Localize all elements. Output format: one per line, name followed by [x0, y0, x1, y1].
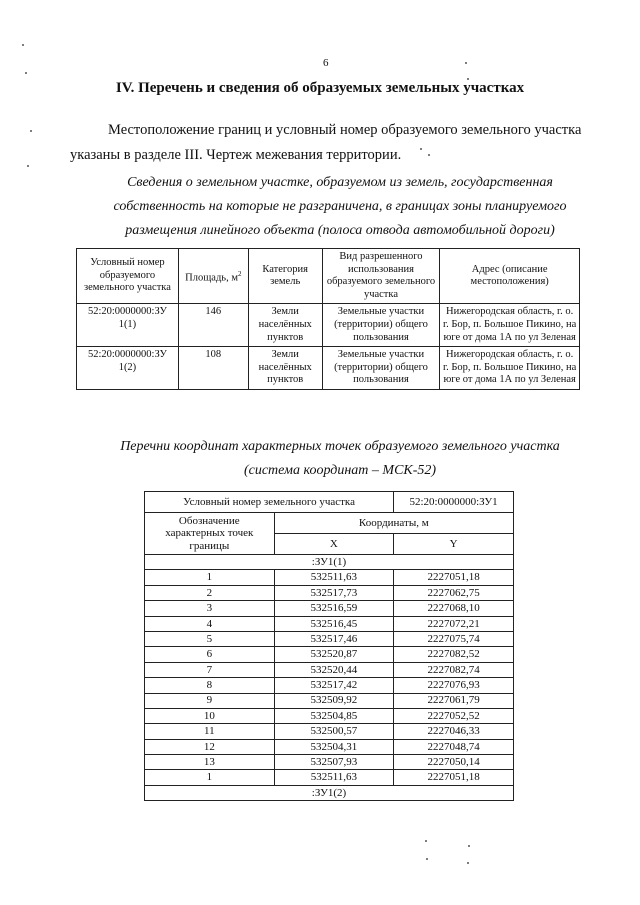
point-number: 1	[145, 570, 275, 585]
point-x: 532520,44	[274, 662, 394, 677]
info-title-line: собственность на которые не разграничена, в границах зоны планируемого	[113, 199, 567, 214]
point-number: 6	[145, 647, 275, 662]
page-number: 6	[323, 57, 329, 69]
point-y: 2227052,52	[394, 708, 514, 723]
parcel-label: Условный номер земельного участка	[145, 492, 394, 513]
plot-use: Земельные участки (территории) общего пользования	[322, 304, 440, 347]
table-row	[77, 304, 580, 347]
plot-id: 52:20:0000000:ЗУ 1(2)	[77, 347, 179, 390]
header-area	[178, 249, 248, 304]
point-number: 2	[145, 585, 275, 600]
point-x: 532516,45	[274, 616, 394, 631]
point-number: 13	[145, 755, 275, 770]
coords-title-line: (система координат – МСК-52)	[243, 463, 437, 478]
point-y: 2227051,18	[394, 770, 514, 785]
plots-table-header	[77, 249, 580, 304]
table-row	[145, 678, 514, 693]
table-row	[145, 739, 514, 754]
point-number: 7	[145, 662, 275, 677]
section-label: :ЗУ1(1)	[145, 555, 514, 570]
point-x: 532504,85	[274, 708, 394, 723]
section-label: :ЗУ1(2)	[145, 785, 514, 800]
plot-category: Земли населённых пунктов	[248, 347, 322, 390]
plot-area: 108	[178, 347, 248, 390]
coords-title-line: Перечни координат характерных точек образуемого земельного участка	[120, 439, 560, 454]
x-header: X	[274, 534, 394, 555]
plot-address: Нижегородская область, г. о. г. Бор, п. Большое Пикино, на юге от дома 1А по ул Зеленая	[440, 304, 580, 347]
point-y: 2227075,74	[394, 631, 514, 646]
info-title	[70, 171, 610, 243]
point-x: 532511,63	[274, 770, 394, 785]
point-number: 1	[145, 770, 275, 785]
table-row	[145, 693, 514, 708]
plot-category: Земли населённых пунктов	[248, 304, 322, 347]
point-x: 532504,31	[274, 739, 394, 754]
table-row	[145, 662, 514, 677]
point-x: 532517,46	[274, 631, 394, 646]
header-area-label: Площадь, м	[185, 272, 238, 284]
point-number: 10	[145, 708, 275, 723]
point-x: 532517,73	[274, 585, 394, 600]
point-x: 532517,42	[274, 678, 394, 693]
table-row	[145, 770, 514, 785]
point-y: 2227076,93	[394, 678, 514, 693]
parcel-value: 52:20:0000000:ЗУ1	[394, 492, 514, 513]
intro-paragraph: Местоположение границ и условный номер образуемого земельного участка указаны в разделе III. Чертеж межевания территории.	[70, 122, 582, 163]
table-row	[145, 570, 514, 585]
coords-table	[144, 491, 514, 801]
point-x: 532516,59	[274, 601, 394, 616]
point-number: 3	[145, 601, 275, 616]
point-y: 2227051,18	[394, 570, 514, 585]
point-number: 9	[145, 693, 275, 708]
point-y: 2227050,14	[394, 755, 514, 770]
table-row	[77, 347, 580, 390]
table-row	[145, 585, 514, 600]
point-y: 2227082,74	[394, 662, 514, 677]
section-row	[145, 555, 514, 570]
point-number: 5	[145, 631, 275, 646]
point-x: 532520,87	[274, 647, 394, 662]
point-y: 2227046,33	[394, 724, 514, 739]
parcel-row	[145, 492, 514, 513]
plot-address: Нижегородская область, г. о. г. Бор, п. Большое Пикино, на юге от дома 1А по ул Зеленая	[440, 347, 580, 390]
coords-header-row	[145, 513, 514, 534]
header-category: Категория земель	[248, 249, 322, 304]
point-y: 2227068,10	[394, 601, 514, 616]
point-header: Обозначение характерных точек границы	[145, 513, 275, 555]
table-row	[145, 755, 514, 770]
point-number: 4	[145, 616, 275, 631]
section-row	[145, 785, 514, 800]
header-address: Адрес (описание местоположения)	[440, 249, 580, 304]
section-heading: IV. Перечень и сведения об образуемых земельных участках	[115, 80, 525, 96]
table-row	[145, 724, 514, 739]
point-y: 2227072,21	[394, 616, 514, 631]
point-number: 12	[145, 739, 275, 754]
header-use: Вид разрешенного использования образуемого земельного участка	[322, 249, 440, 304]
point-x: 532500,57	[274, 724, 394, 739]
table-row	[145, 616, 514, 631]
plots-table	[76, 248, 580, 390]
plot-id: 52:20:0000000:ЗУ 1(1)	[77, 304, 179, 347]
header-plot-id: Условный номер образуемого земельного участка	[77, 249, 179, 304]
point-y: 2227062,75	[394, 585, 514, 600]
info-title-line: Сведения о земельном участке, образуемом из земель, государственная	[127, 175, 553, 190]
y-header: Y	[394, 534, 514, 555]
point-number: 8	[145, 678, 275, 693]
point-x: 532509,92	[274, 693, 394, 708]
point-x: 532511,63	[274, 570, 394, 585]
info-title-line: размещения линейного объекта (полоса отвода автомобильной дороги)	[125, 223, 555, 238]
point-y: 2227082,52	[394, 647, 514, 662]
point-y: 2227048,74	[394, 739, 514, 754]
table-row	[145, 631, 514, 646]
coords-header: Координаты, м	[274, 513, 513, 534]
table-row	[145, 708, 514, 723]
coords-title	[70, 435, 610, 483]
point-x: 532507,93	[274, 755, 394, 770]
points-body	[145, 570, 514, 785]
area-unit-superscript: 2	[237, 269, 242, 278]
plot-area: 146	[178, 304, 248, 347]
point-number: 11	[145, 724, 275, 739]
plot-use: Земельные участки (территории) общего пользования	[322, 347, 440, 390]
table-row	[145, 601, 514, 616]
table-row	[145, 647, 514, 662]
point-y: 2227061,79	[394, 693, 514, 708]
